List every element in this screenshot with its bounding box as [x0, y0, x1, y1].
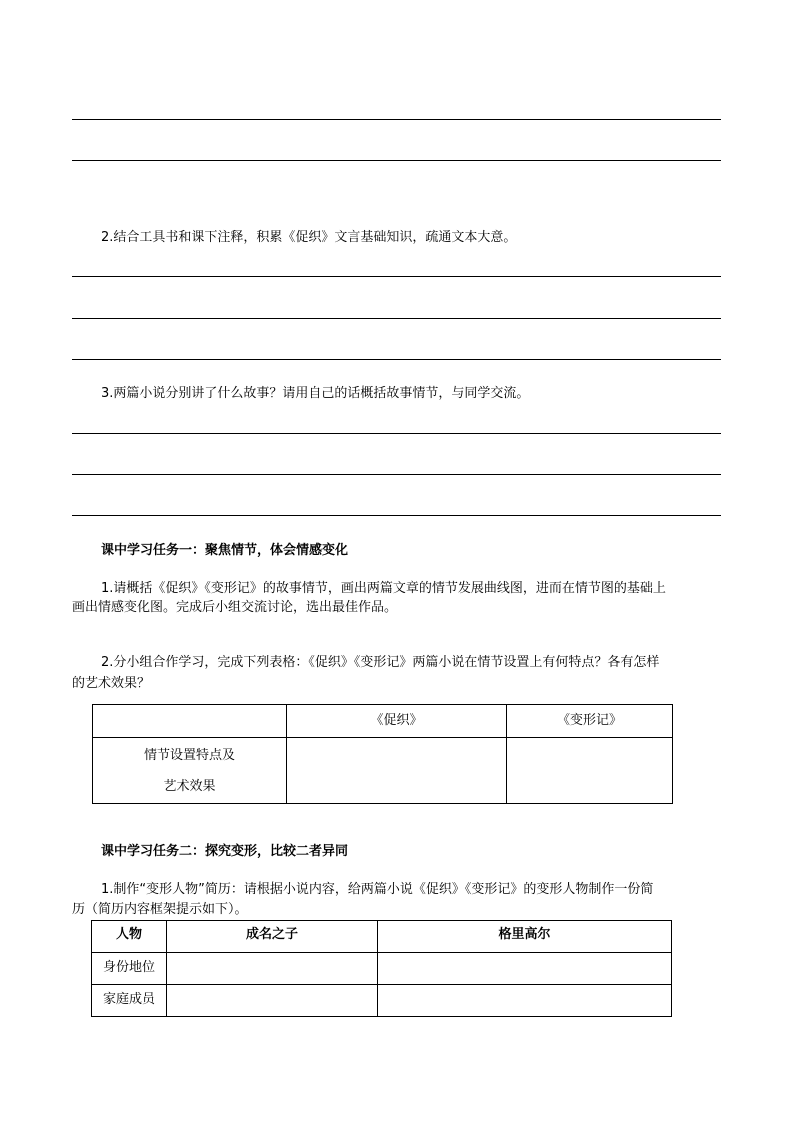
- answer-line[interactable]: [72, 160, 721, 161]
- task1-heading: 课中学习任务一：聚焦情节，体会情感变化: [101, 543, 349, 558]
- answer-cell[interactable]: [378, 985, 672, 1017]
- table-row-label: [93, 738, 287, 804]
- answer-line[interactable]: [72, 515, 721, 516]
- row-label-line2: 艺术效果: [163, 779, 216, 794]
- resume-header-gregor: 格里高尔: [378, 921, 672, 953]
- answer-line[interactable]: [72, 318, 721, 319]
- task1-item1-line2: 画出情感变化图。完成后小组交流讨论，选出最佳作品。: [72, 600, 398, 615]
- task2-item1-line1: 1.制作“变形人物”简历：请根据小说内容，给两篇小说《促织》《变形记》的变形人物制作一份简: [101, 882, 654, 897]
- task2-item1-line2: 历（简历内容框架提示如下）。: [72, 902, 248, 917]
- table-header-bianxingji: 《变形记》: [507, 705, 673, 738]
- answer-cell[interactable]: [378, 953, 672, 985]
- task1-item2-line2: 的艺术效果？: [72, 676, 151, 691]
- resume-row-family: 家庭成员: [92, 985, 167, 1017]
- resume-row-status: 身份地位: [92, 953, 167, 985]
- answer-cell[interactable]: [507, 738, 673, 804]
- question-2: 2.结合工具书和课下注释，积累《促织》文言基础知识，疏通文本大意。: [101, 230, 517, 245]
- resume-header-chengming-son: 成名之子: [167, 921, 378, 953]
- task2-heading: 课中学习任务二：探究变形，比较二者异同: [101, 844, 349, 859]
- answer-line[interactable]: [72, 276, 721, 277]
- answer-line[interactable]: [72, 119, 721, 120]
- table-header-cuzhi: 《促织》: [287, 705, 507, 738]
- plot-table: [92, 704, 673, 804]
- table-corner-cell: [93, 705, 287, 738]
- answer-line[interactable]: [72, 433, 721, 434]
- answer-line[interactable]: [72, 359, 721, 360]
- task1-item2-line1: 2.分小组合作学习，完成下列表格：《促织》《变形记》两篇小说在情节设置上有何特点？各有怎样: [101, 655, 660, 670]
- answer-cell[interactable]: [167, 953, 378, 985]
- answer-line[interactable]: [72, 474, 721, 475]
- task1-item1-line1: 1.请概括《促织》《变形记》的故事情节，画出两篇文章的情节发展曲线图，进而在情节图的基础上: [101, 581, 666, 596]
- answer-cell[interactable]: [287, 738, 507, 804]
- resume-table: [91, 920, 672, 1017]
- resume-header-person: 人物: [92, 921, 167, 953]
- answer-cell[interactable]: [167, 985, 378, 1017]
- row-label-line1: 情节设置特点及: [143, 748, 235, 763]
- question-3: 3.两篇小说分别讲了什么故事？请用自己的话概括故事情节，与同学交流。: [101, 386, 530, 401]
